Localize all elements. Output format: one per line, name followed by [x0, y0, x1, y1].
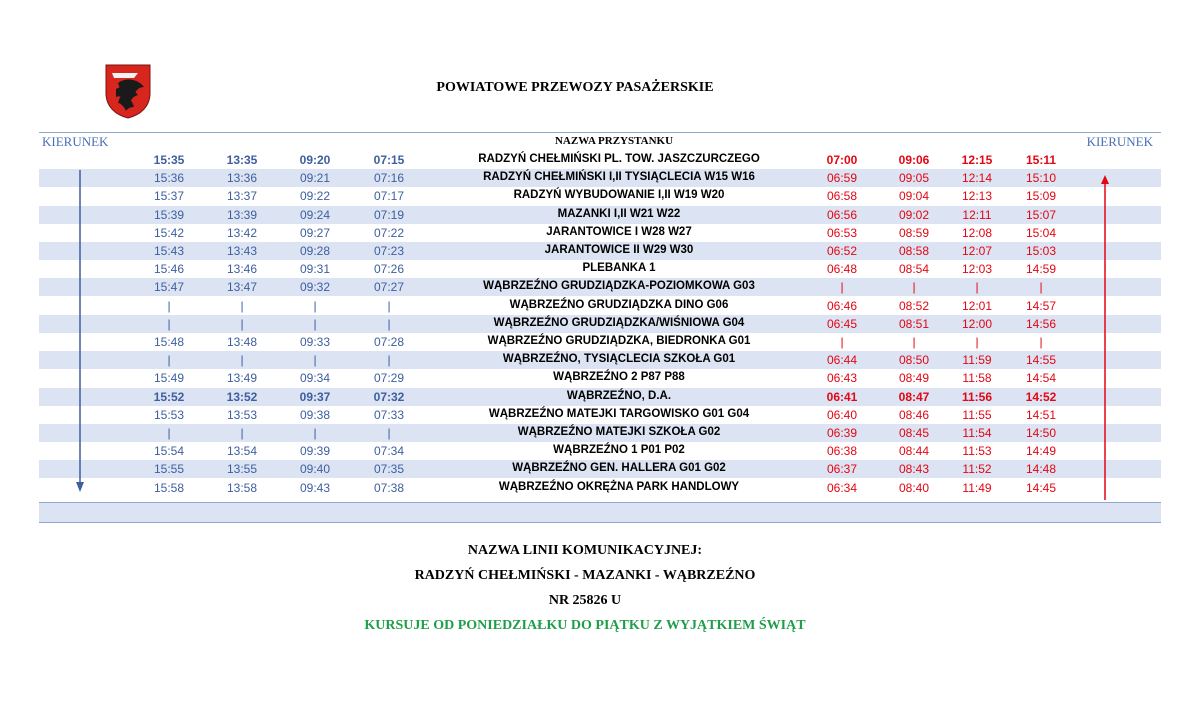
- departure-time-return: 14:50: [1025, 426, 1057, 440]
- departure-time-return: 12:00: [961, 316, 993, 331]
- departure-time-outbound: 09:37: [299, 389, 331, 404]
- departure-time-outbound: |: [313, 298, 317, 313]
- departure-time-outbound: |: [167, 353, 171, 368]
- departure-time-outbound: 09:34: [299, 371, 331, 386]
- departure-time-outbound: 13:36: [226, 171, 258, 186]
- departure-time-return: 09:02: [898, 207, 930, 222]
- departure-time-return: 06:45: [826, 316, 858, 331]
- departure-time-outbound: 13:54: [226, 444, 258, 459]
- stop-name: WĄBRZEŹNO, TYSIĄCLECIA SZKOŁA G01: [502, 353, 736, 366]
- direction-label-right: KIERUNEK: [1086, 134, 1153, 149]
- arrow-down-icon: [78, 170, 82, 492]
- departure-time-return: 11:54: [962, 426, 992, 440]
- departure-time-outbound: |: [167, 426, 171, 440]
- departure-time-return: 11:53: [962, 444, 992, 459]
- stop-name: JARANTOWICE II W29 W30: [544, 244, 694, 256]
- service-days-note: KURSUJE OD PONIEDZIAŁKU DO PIĄTKU Z WYJĄTKIEM ŚWIĄT: [364, 618, 806, 633]
- stop-name: WĄBRZEŹNO, D.A.: [566, 389, 672, 402]
- stop-name: WĄBRZEŹNO MATEJKI TARGOWISKO G01 G04: [488, 407, 750, 420]
- departure-time-outbound: 07:17: [373, 189, 405, 204]
- departure-time-return: 15:10: [1025, 171, 1057, 186]
- departure-time-outbound: |: [387, 353, 391, 368]
- departure-time-outbound: |: [387, 298, 391, 313]
- table-row: [39, 479, 1161, 497]
- table-row: [39, 224, 1161, 242]
- departure-time-return: 14:56: [1025, 316, 1057, 331]
- departure-time-return: 15:07: [1025, 207, 1057, 222]
- departure-time-return: 14:52: [1025, 389, 1057, 404]
- stop-name: JARANTOWICE I W28 W27: [546, 225, 692, 238]
- table-row: [39, 388, 1161, 406]
- departure-time-outbound: |: [387, 316, 391, 331]
- departure-time-outbound: 15:52: [153, 389, 185, 404]
- departure-time-outbound: 09:22: [299, 189, 331, 204]
- table-row: [39, 151, 1161, 169]
- departure-time-outbound: 07:34: [373, 444, 405, 459]
- table-row: [39, 315, 1161, 333]
- departure-time-return: 14:54: [1025, 371, 1057, 386]
- departure-time-outbound: 15:36: [153, 171, 185, 186]
- departure-time-outbound: 09:40: [299, 462, 331, 477]
- departure-time-return: 11:59: [962, 353, 992, 368]
- departure-time-outbound: 13:48: [226, 335, 258, 349]
- departure-time-return: 06:52: [826, 244, 858, 258]
- stop-name: WĄBRZEŹNO MATEJKI SZKOŁA G02: [517, 426, 721, 438]
- stop-name: WĄBRZEŹNO GRUDZIĄDZKA, BIEDRONKA G01: [487, 335, 751, 347]
- departure-time-return: 11:58: [962, 371, 992, 386]
- stop-name: WĄBRZEŹNO 1 P01 P02: [553, 444, 685, 457]
- departure-time-outbound: 07:15: [373, 153, 405, 167]
- departure-time-return: 06:59: [826, 171, 858, 186]
- table-row: [39, 424, 1161, 442]
- departure-time-outbound: 07:33: [373, 407, 405, 422]
- departure-time-outbound: |: [240, 316, 244, 331]
- departure-time-return: 06:38: [826, 444, 858, 459]
- departure-time-outbound: 15:35: [153, 153, 185, 167]
- departure-time-return: 12:14: [961, 171, 993, 186]
- stop-name-header: NAZWA PRZYSTANKU: [554, 135, 674, 147]
- line-number: NR 25826 U: [548, 593, 622, 608]
- departure-time-return: 15:09: [1025, 189, 1057, 204]
- departure-time-return: 08:49: [898, 371, 930, 386]
- stop-name: RADZYŃ CHEŁMIŃSKI I,II TYSIĄCLECIA W15 W16: [483, 171, 755, 184]
- departure-time-return: |: [975, 335, 979, 349]
- table-bottom-bar: [39, 502, 1161, 523]
- departure-time-return: 08:58: [898, 244, 930, 258]
- departure-time-return: 06:41: [826, 389, 858, 404]
- departure-time-return: 06:34: [826, 480, 858, 495]
- departure-time-return: 07:00: [826, 153, 858, 167]
- departure-time-return: |: [975, 280, 979, 295]
- table-row: [39, 206, 1161, 224]
- departure-time-return: 12:01: [961, 298, 993, 313]
- departure-time-return: 08:51: [898, 316, 930, 331]
- table-row: [39, 187, 1161, 205]
- departure-time-outbound: 07:28: [373, 335, 405, 349]
- stop-name: WĄBRZEŹNO GRUDZIĄDZKA-POZIOMKOWA G03: [483, 280, 755, 293]
- departure-time-outbound: 07:16: [373, 171, 405, 186]
- departure-time-outbound: 07:22: [373, 225, 405, 240]
- departure-time-outbound: 07:23: [373, 244, 405, 258]
- line-name-label: NAZWA LINII KOMUNIKACYJNEJ:: [467, 543, 703, 558]
- departure-time-outbound: 09:24: [299, 207, 331, 222]
- table-row: [39, 278, 1161, 296]
- stop-name: WĄBRZEŹNO GRUDZIĄDZKA DINO G06: [509, 298, 729, 311]
- departure-time-outbound: 15:42: [153, 225, 185, 240]
- departure-time-outbound: 15:58: [153, 480, 185, 495]
- departure-time-outbound: |: [387, 426, 391, 440]
- departure-time-outbound: 07:29: [373, 371, 405, 386]
- departure-time-return: 06:44: [826, 353, 858, 368]
- departure-time-return: 12:11: [962, 207, 992, 222]
- departure-time-return: 08:46: [898, 407, 930, 422]
- table-row: [39, 369, 1161, 387]
- departure-time-return: 09:04: [898, 189, 930, 204]
- departure-time-return: |: [912, 335, 916, 349]
- departure-time-outbound: 09:21: [299, 171, 331, 186]
- departure-time-return: 12:03: [961, 262, 993, 277]
- departure-time-return: 06:56: [826, 207, 858, 222]
- departure-time-return: 08:59: [898, 225, 930, 240]
- stop-name: RADZYŃ WYBUDOWANIE I,II W19 W20: [513, 189, 725, 202]
- departure-time-outbound: 13:42: [226, 225, 258, 240]
- departure-time-return: 14:59: [1025, 262, 1057, 277]
- departure-time-outbound: 15:54: [153, 444, 185, 459]
- departure-time-return: 08:54: [898, 262, 930, 277]
- departure-time-outbound: 15:49: [153, 371, 185, 386]
- departure-time-outbound: 15:53: [153, 407, 185, 422]
- departure-time-return: 08:43: [898, 462, 930, 477]
- departure-time-return: |: [840, 280, 844, 295]
- departure-time-outbound: 09:28: [299, 244, 331, 258]
- departure-time-return: 14:48: [1025, 462, 1057, 477]
- departure-time-outbound: 09:20: [299, 153, 331, 167]
- stop-name: PLEBANKA 1: [582, 262, 656, 275]
- departure-time-return: 06:37: [826, 462, 858, 477]
- table-row: [39, 442, 1161, 460]
- departure-time-outbound: 15:48: [153, 335, 185, 349]
- stop-name: WĄBRZEŹNO GEN. HALLERA G01 G02: [512, 462, 726, 475]
- departure-time-outbound: 15:39: [153, 207, 185, 222]
- departure-time-return: 08:44: [898, 444, 930, 459]
- table-row: [39, 297, 1161, 315]
- departure-time-outbound: 13:47: [226, 280, 258, 295]
- departure-time-outbound: 07:27: [373, 280, 405, 295]
- departure-time-return: 11:49: [962, 480, 992, 495]
- departure-time-outbound: 13:39: [226, 207, 258, 222]
- departure-time-outbound: 09:33: [299, 335, 331, 349]
- departure-time-outbound: 13:37: [226, 189, 258, 204]
- departure-time-outbound: 09:27: [299, 225, 331, 240]
- departure-time-outbound: 15:46: [153, 262, 185, 277]
- table-row: [39, 169, 1161, 187]
- departure-time-outbound: 15:47: [153, 280, 185, 295]
- departure-time-outbound: 13:55: [226, 462, 258, 477]
- departure-time-return: 14:57: [1025, 298, 1057, 313]
- departure-time-outbound: 13:35: [226, 153, 258, 167]
- table-header: [39, 133, 1161, 151]
- departure-time-outbound: 13:52: [226, 389, 258, 404]
- departure-time-return: |: [912, 280, 916, 295]
- page-title: POWIATOWE PRZEWOZY PASAŻERSKIE: [436, 80, 714, 95]
- line-route: RADZYŃ CHEŁMIŃSKI - MAZANKI - WĄBRZEŹNO: [414, 568, 756, 583]
- departure-time-return: 12:08: [961, 225, 993, 240]
- table-row: [39, 242, 1161, 260]
- departure-time-outbound: 07:32: [373, 389, 405, 404]
- departure-time-outbound: |: [313, 426, 317, 440]
- departure-time-return: 08:40: [898, 480, 930, 495]
- departure-time-outbound: 13:43: [226, 244, 258, 258]
- table-row: [39, 260, 1161, 278]
- departure-time-outbound: 13:49: [226, 371, 258, 386]
- departure-time-return: 06:39: [826, 426, 858, 440]
- departure-time-outbound: 15:43: [153, 244, 185, 258]
- departure-time-return: 14:49: [1025, 444, 1057, 459]
- departure-time-outbound: |: [167, 298, 171, 313]
- table-row: [39, 333, 1161, 351]
- arrow-up-icon: [1101, 175, 1109, 500]
- departure-time-return: 14:51: [1025, 407, 1057, 422]
- table-row: [39, 351, 1161, 369]
- departure-time-outbound: |: [167, 316, 171, 331]
- departure-time-return: 15:04: [1025, 225, 1057, 240]
- stop-name: RADZYŃ CHEŁMIŃSKI PL. TOW. JASZCZURCZEGO: [478, 153, 760, 165]
- stop-name: WĄBRZEŹNO GRUDZIĄDZKA/WIŚNIOWA G04: [493, 316, 745, 329]
- departure-time-return: |: [1039, 280, 1043, 295]
- departure-time-outbound: 09:31: [299, 262, 331, 277]
- departure-time-return: 12:07: [961, 244, 993, 258]
- departure-time-return: 06:46: [826, 298, 858, 313]
- departure-time-outbound: 07:35: [373, 462, 405, 477]
- departure-time-outbound: 07:19: [373, 207, 405, 222]
- departure-time-outbound: 09:38: [299, 407, 331, 422]
- departure-time-outbound: 13:58: [226, 480, 258, 495]
- departure-time-return: 08:45: [898, 426, 930, 440]
- departure-time-return: 09:06: [898, 153, 930, 167]
- direction-label-left: KIERUNEK: [42, 134, 109, 149]
- departure-time-return: 08:50: [898, 353, 930, 368]
- stop-name: WĄBRZEŹNO 2 P87 P88: [553, 371, 685, 384]
- departure-time-return: 11:52: [962, 462, 992, 477]
- departure-time-outbound: 09:39: [299, 444, 331, 459]
- departure-time-return: 09:05: [898, 171, 930, 186]
- departure-time-return: 12:15: [961, 153, 993, 167]
- departure-time-outbound: |: [313, 316, 317, 331]
- departure-time-outbound: 07:38: [373, 480, 405, 495]
- departure-time-return: 14:45: [1025, 480, 1057, 495]
- table-row: [39, 460, 1161, 478]
- stop-name: WĄBRZEŹNO OKRĘŻNA PARK HANDLOWY: [498, 480, 740, 493]
- departure-time-return: 06:58: [826, 189, 858, 204]
- departure-time-outbound: 15:55: [153, 462, 185, 477]
- departure-time-return: 15:03: [1025, 244, 1057, 258]
- departure-time-outbound: 15:37: [153, 189, 185, 204]
- departure-time-return: 06:40: [826, 407, 858, 422]
- departure-time-return: 12:13: [961, 189, 993, 204]
- departure-time-outbound: |: [240, 353, 244, 368]
- departure-time-return: 06:53: [826, 225, 858, 240]
- departure-time-outbound: |: [313, 353, 317, 368]
- departure-time-return: 08:52: [898, 298, 930, 313]
- departure-time-return: 14:55: [1025, 353, 1057, 368]
- stop-name: MAZANKI I,II W21 W22: [557, 207, 681, 220]
- departure-time-return: 15:11: [1025, 153, 1057, 167]
- table-row: [39, 406, 1161, 424]
- departure-time-return: 11:55: [962, 407, 992, 422]
- departure-time-outbound: 13:46: [226, 262, 258, 277]
- departure-time-return: |: [840, 335, 844, 349]
- departure-time-return: 08:47: [898, 389, 930, 404]
- departure-time-return: 11:56: [961, 389, 993, 404]
- departure-time-return: 06:43: [826, 371, 858, 386]
- departure-time-outbound: |: [240, 426, 244, 440]
- departure-time-return: 06:48: [826, 262, 858, 277]
- departure-time-outbound: 09:43: [299, 480, 331, 495]
- departure-time-outbound: 07:26: [373, 262, 405, 277]
- departure-time-return: |: [1039, 335, 1043, 349]
- departure-time-outbound: 13:53: [226, 407, 258, 422]
- departure-time-outbound: 09:32: [299, 280, 331, 295]
- departure-time-outbound: |: [240, 298, 244, 313]
